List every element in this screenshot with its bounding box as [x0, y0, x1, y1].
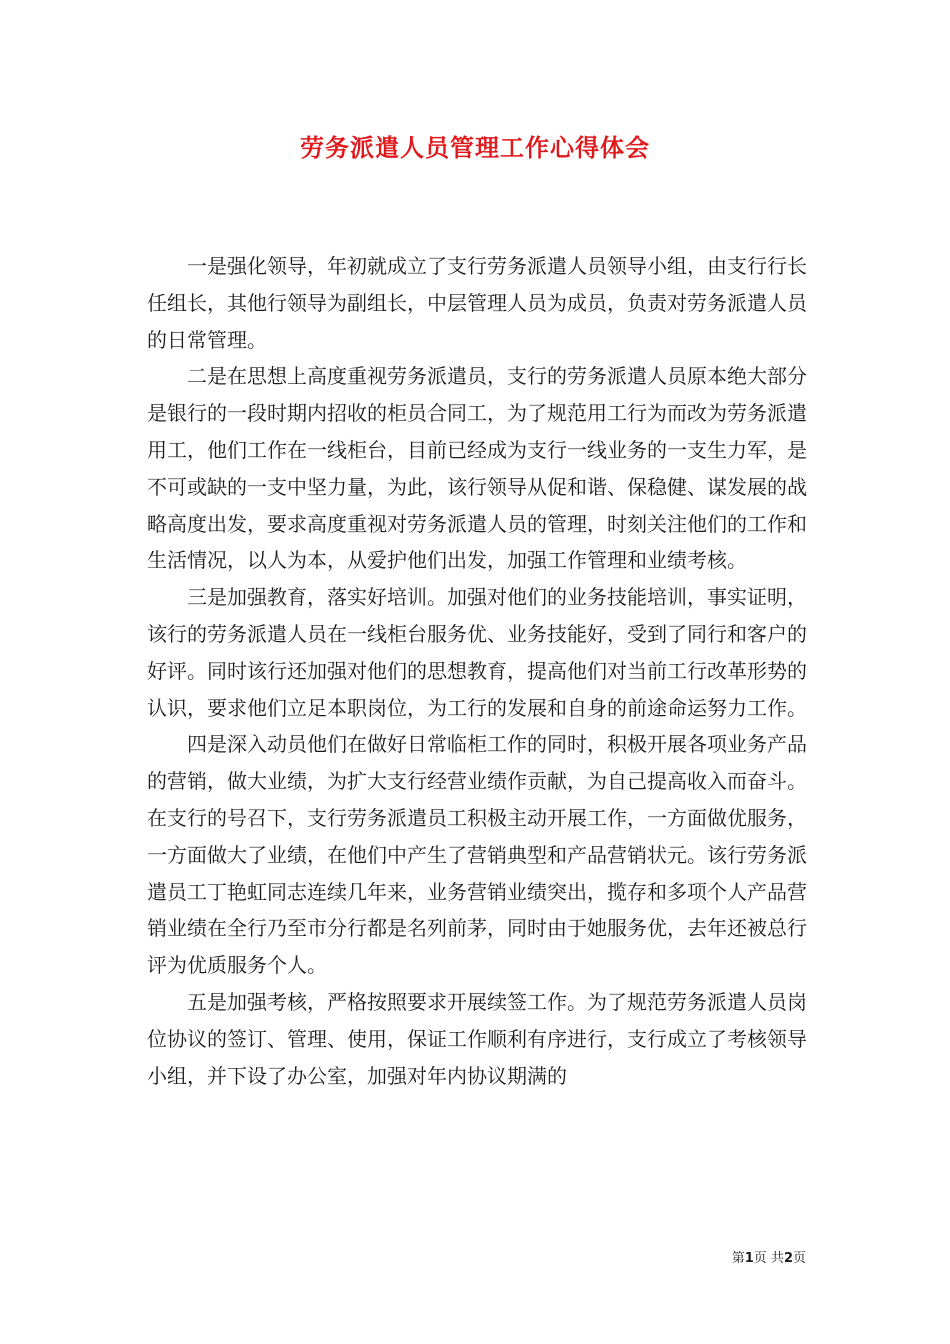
paragraph-4: 四是深入动员他们在做好日常临柜工作的同时，积极开展各项业务产品的营销，做大业绩，为扩大支行经营业绩作贡献，为自己提高收入而奋斗。在支行的号召下，支行劳务派遣员工积极主动开展工作，一方面做优服务，一方面做大了业绩，在他们中产生了营销典型和产品营销状元。该行劳务派遣员工丁艳虹同志连续几年来，业务营销业绩突出，揽存和多项个人产品营销业绩在全行乃至市分行都是名列前茅，同时由于她服务优，去年还被总行评为优质服务个人。 [147, 732, 807, 978]
footer-prefix: 第 [731, 1251, 745, 1266]
document-body [147, 248, 807, 1094]
total-pages-number: 2 [783, 1251, 793, 1266]
paragraph-3: 三是加强教育，落实好培训。加强对他们的业务技能培训，事实证明，该行的劳务派遣人员在一线柜台服务优、业务技能好，受到了同行和客户的好评。同时该行还加强对他们的思想教育，提高他们对当前工行改革形势的认识，要求他们立足本职岗位，为工行的发展和自身的前途命运努力工作。 [147, 585, 807, 720]
paragraph-5: 五是加强考核，严格按照要求开展续签工作。为了规范劳务派遣人员岗位协议的签订、管理、使用，保证工作顺利有序进行，支行成立了考核领导小组，并下设了办公室，加强对年内协议期满的 [147, 989, 807, 1088]
document-title: 劳务派遣人员管理工作心得体会 [300, 133, 650, 162]
paragraph-2: 二是在思想上高度重视劳务派遣员，支行的劳务派遣人员原本绝大部分是银行的一段时期内招收的柜员合同工，为了规范用工行为而改为劳务派遣用工，他们工作在一线柜台，目前已经成为支行一线业务的一支生力军，是不可或缺的一支中坚力量，为此，该行领导从促和谐、保稳健、谋发展的战略高度出发，要求高度重视对劳务派遣人员的管理，时刻关注他们的工作和生活情况，以人为本，从爱护他们出发，加强工作管理和业绩考核。 [147, 364, 807, 573]
current-page-number: 1 [744, 1251, 754, 1266]
footer-suffix: 页 [792, 1251, 806, 1266]
paragraph-1: 一是强化领导，年初就成立了支行劳务派遣人员领导小组，由支行行长任组长，其他行领导为副组长，中层管理人员为成员，负责对劳务派遣人员的日常管理。 [147, 254, 807, 352]
footer-middle: 页 共 [753, 1251, 784, 1266]
page-footer [0, 1250, 806, 1268]
